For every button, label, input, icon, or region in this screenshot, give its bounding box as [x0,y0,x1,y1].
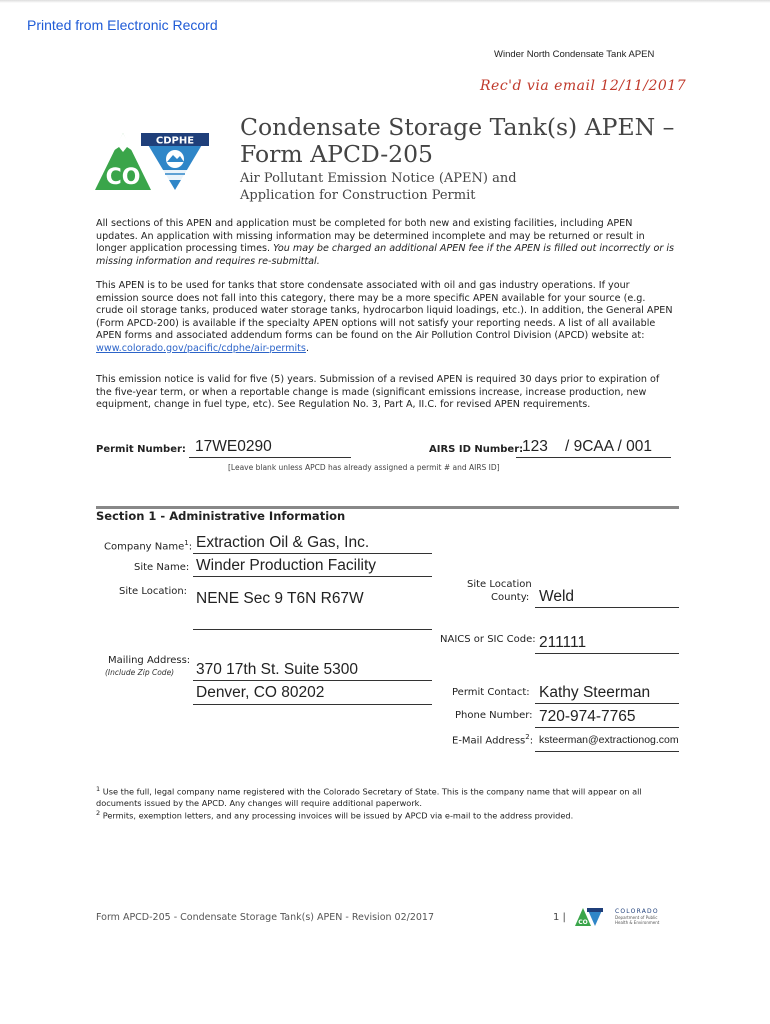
mailing-address-label: Mailing Address: [108,655,191,666]
naics-value[interactable]: 211111 [539,634,587,651]
county-line [535,607,679,608]
company-name-value[interactable]: Extraction Oil & Gas, Inc. [196,534,370,551]
intro-p1-italic: You may be charged an additional APEN fee if the APEN is filled out incorrectly or is missing information and requires re-submittal. [96,243,674,267]
intro-paragraph-1 [96,218,674,268]
county-label-line-2: County: [491,592,530,603]
form-title-line-2: Form APCD-205 [240,140,433,168]
svg-text:CO: CO [578,919,588,926]
footnote-1: $^1$ Use the full, legal company name registered with the Colorado Secretary of State. This is the company name that will appear on all documents issued by the APCD. Any changes will require additional paperwork. [96,785,642,808]
site-name-line [193,576,432,577]
intro-p1-text: All sections of this APEN and application must be completed for both new and existing facilities, including APEN updates. An application with missing information may be determined incomplete and may be returned or result in longer application processing times. [96,218,645,254]
county-label-line-1: Site Location [467,579,532,590]
top-edge [0,0,770,3]
site-location-value[interactable]: NENE Sec 9 T6N R67W [196,590,364,607]
mailing-line-1 [193,680,432,681]
email-line [535,751,679,752]
form-title-line-1: Condensate Storage Tank(s) APEN – [240,113,675,141]
mailing-address-sublabel: (Include Zip Code) [105,668,175,677]
airs-id-label: AIRS ID Number: [429,444,524,455]
permit-number-line [189,457,351,458]
form-title [240,114,674,168]
phone-label: Phone Number: [455,710,533,721]
site-location-line [193,629,432,630]
document-reference: Winder North Condensate Tank APEN [494,49,655,60]
company-name-line [193,553,432,554]
permit-number-value[interactable]: 17WE0290 [195,438,272,455]
mailing-address-line-1[interactable]: 370 17th St. Suite 5300 [196,661,359,678]
mailing-address-line-2[interactable]: Denver, CO 80202 [196,684,325,701]
footer-form-reference: Form APCD-205 - Condensate Storage Tank(s) APEN - Revision 02/2017 [96,912,435,923]
permit-number-label: Permit Number: [96,444,186,455]
form-subtitle [240,170,517,204]
printed-stamp: Printed from Electronic Record [27,17,218,33]
email-value[interactable]: ksteerman@extractionog.com [539,734,679,746]
naics-label: NAICS or SIC Code: [440,634,536,645]
footer-logo-word: COLORADO [615,908,659,915]
mailing-line-2 [193,704,432,705]
county-value[interactable]: Weld [539,588,575,605]
permit-note: [Leave blank unless APCD has already assigned a permit # and AIRS ID] [228,463,500,472]
site-name-label: Site Name: [134,562,190,573]
logo-agency-text: CDPHE [155,135,195,147]
company-name-label: Company Name$^1$: [104,539,193,553]
air-permits-link[interactable]: www.colorado.gov/pacific/cdphe/air-permits [96,342,306,354]
phone-line [535,727,679,728]
airs-id-value-rest[interactable]: / 9CAA / 001 [565,438,653,455]
email-label: E-Mail Address$^2$: [452,733,534,747]
intro-p2-text: This APEN is to be used for tanks that store condensate associated with oil and gas industry operations. If your emission source does not fall into this category, there may be a more specific APEN available for your source (e.g. crude oil storage tanks, produced water storage tanks, hydrocarbon liquid loadings, etc.). In addition, the General APEN (Form APCD-200) is available if the specialty APEN options will not satisfy your reporting needs. A list of all available APEN forms and associated addendum forms can be found on the Air Pollution Control Division (APCD) website at: [96,280,673,341]
site-name-value[interactable]: Winder Production Facility [196,557,377,574]
handwritten-received-note: Rec'd via email 12/11/2017 [480,78,687,94]
form-subtitle-line-1: Air Pollutant Emission Notice (APEN) and [240,171,517,186]
footer-logo-dept-2: Health & Environment [615,920,660,925]
logo-state-text: CO [105,165,141,190]
site-location-label: Site Location: [119,586,188,597]
phone-value[interactable]: 720-974-7765 [539,708,636,725]
form-subtitle-line-2: Application for Construction Permit [240,188,476,203]
page-number: 1 | [553,912,566,923]
colorado-footer-logo [575,905,670,927]
footer-logo-dept-1: Department of Public [615,915,658,920]
airs-id-line [516,457,671,458]
permit-contact-value[interactable]: Kathy Steerman [539,684,651,701]
cdphe-logo [95,128,210,193]
naics-line [535,653,679,654]
intro-paragraph-2 [96,280,674,355]
permit-contact-label: Permit Contact: [452,687,530,698]
section-1-title: Section 1 - Administrative Information [96,509,346,523]
intro-paragraph-3: This emission notice is valid for five (5) years. Submission of a revised APEN is required 30 days prior to expiration of the five-year term, or when a reportable change is made (significant emissions increase, increase production, new equipment, change in fuel type, etc). See Regulation No. 3, Part A, II.C. for revised APEN requirements. [96,374,660,410]
airs-id-value-county[interactable]: 123 [522,438,548,455]
permit-contact-line [535,703,679,704]
footnote-2: $^2$ Permits, exemption letters, and any processing invoices will be issued by APCD via e-mail to the address provided. [96,809,574,821]
intro-p2-end: . [305,342,309,354]
